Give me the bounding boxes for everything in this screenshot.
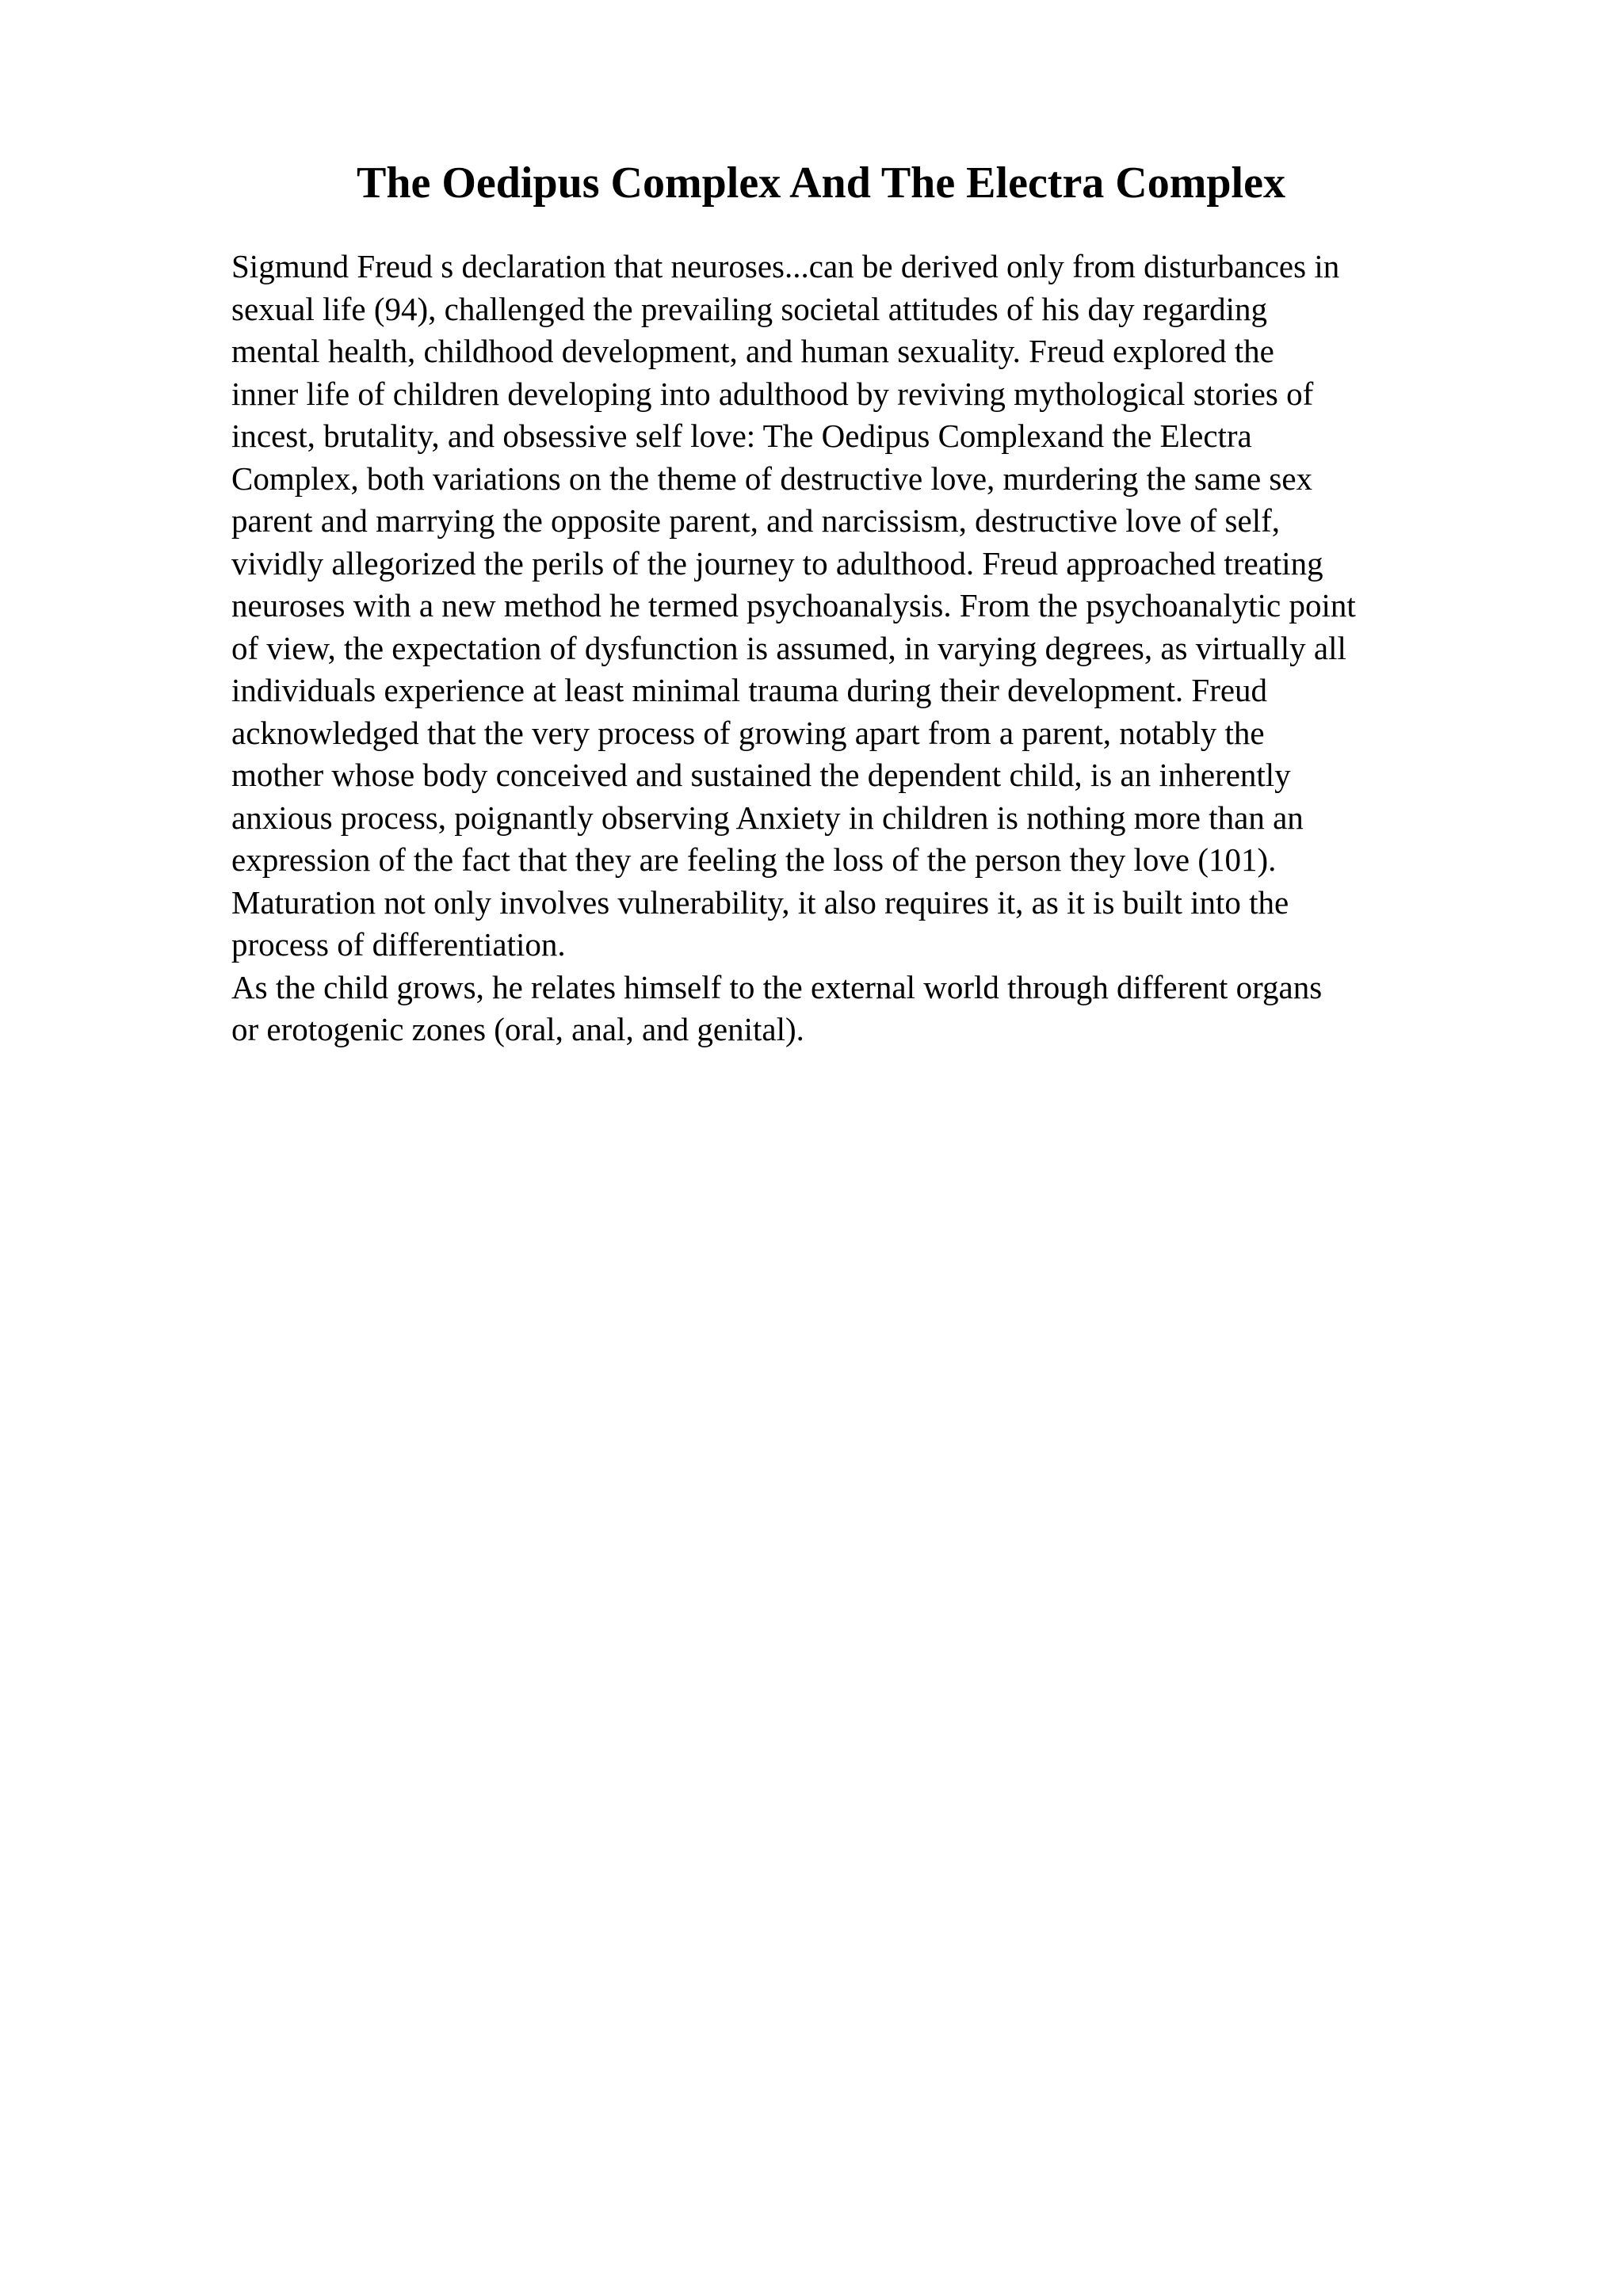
body-line: parent and marrying the opposite parent, and narcissism, destructive love of self, [231,502,1280,539]
body-line: As the child grows, he relates himself to the external world through different organs [231,968,1323,1005]
body-line: expression of the fact that they are feeling the loss of the person they love (101). [231,841,1277,878]
document-title: The Oedipus Complex And The Electra Complex [357,158,1285,208]
body-line: anxious process, poignantly observing Anxiety in children is nothing more than an [231,799,1304,836]
body-line: Maturation not only involves vulnerability, it also requires it, as it is built into the [231,883,1289,921]
body-line: individuals experience at least minimal trauma during their development. Freud [231,672,1268,708]
body-line: mental health, childhood development, and human sexuality. Freud explored the [231,333,1274,369]
body-line: Sigmund Freud s declaration that neuroses...can be derived only from disturbances in [231,248,1340,284]
body-line: sexual life (94), challenged the prevailing societal attitudes of his day regarding [231,290,1267,327]
body-line: neuroses with a new method he termed psychoanalysis. From the psychoanalytic point [231,587,1356,624]
body-line: vividly allegorized the perils of the journey to adulthood. Freud approached treating [231,544,1323,582]
body-line: of view, the expectation of dysfunction is assumed, in varying degrees, as virtually all [231,629,1346,666]
body-line: process of differentiation. [231,926,566,963]
body-line: mother whose body conceived and sustained the dependent child, is an inherently [231,757,1291,793]
body-line: Complex, both variations on the theme of destructive love, murdering the same sex [231,460,1313,497]
document-body [231,246,1531,1051]
body-line: incest, brutality, and obsessive self love: The Oedipus Complexand the Electra [231,418,1252,454]
body-line: acknowledged that the very process of growing apart from a parent, notably the [231,714,1265,751]
body-line: inner life of children developing into adulthood by reviving mythological stories of [231,375,1314,412]
body-line: or erotogenic zones (oral, anal, and genital). [231,1011,804,1047]
